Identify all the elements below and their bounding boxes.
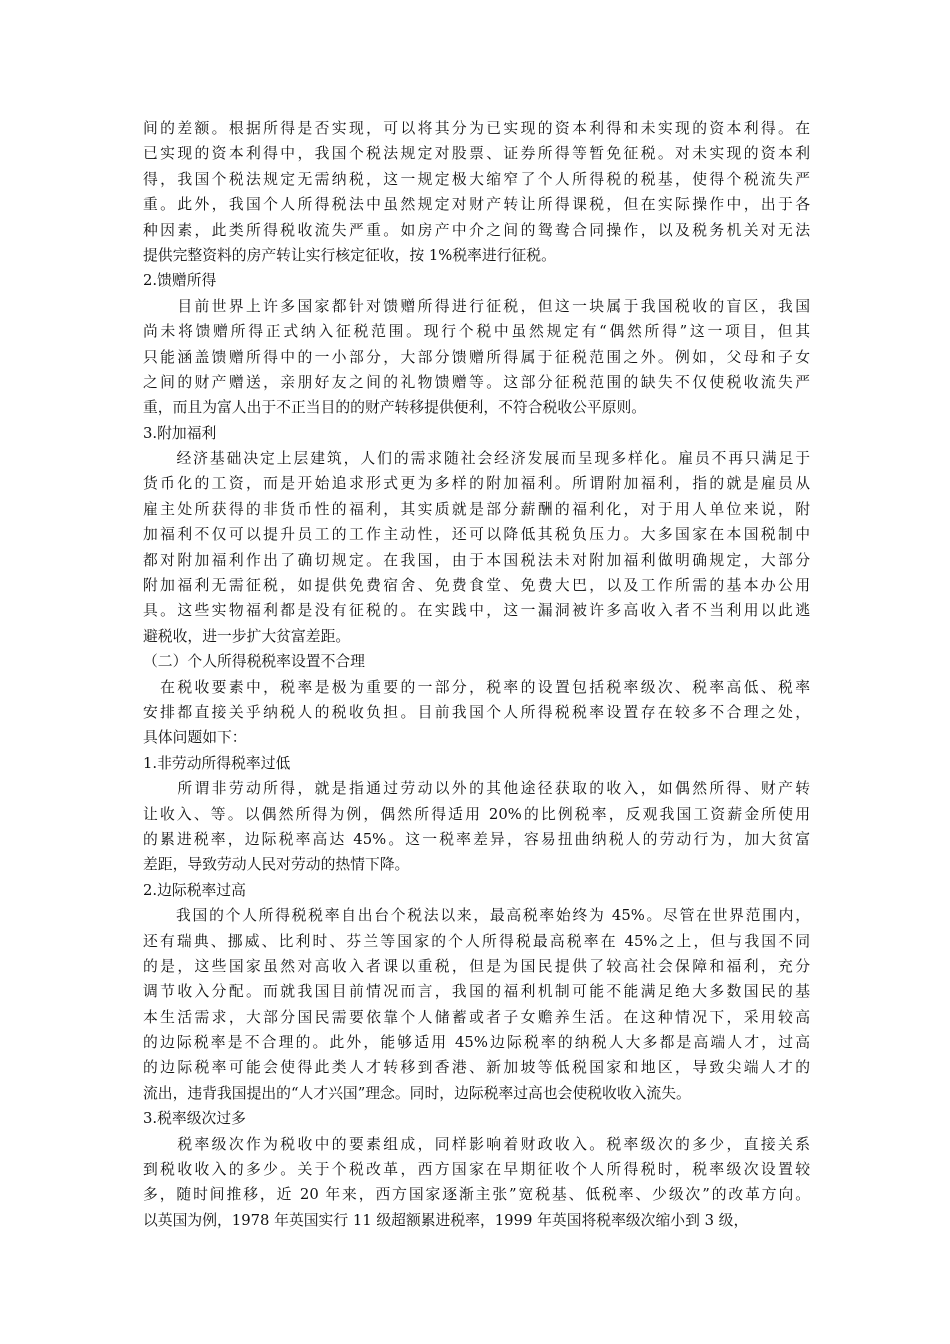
text-line: 安排都直接关乎纳税人的税收负担。目前我国个人所得税税率设置存在较多不合理之处，	[143, 703, 810, 721]
text-line: 差距，导致劳动人民对劳动的热情下降。	[143, 856, 410, 874]
text-line: 得，我国个税法规定无需纳税，这一规定极大缩窄了个人所得税的税基，使得个税流失严	[143, 170, 810, 188]
section-heading: 1.非劳动所得税率过低	[143, 754, 291, 772]
text-line: 货币化的工资，而是开始追求形式更为多样的附加福利。所谓附加福利，指的就是雇员从	[143, 475, 810, 493]
text-line: 税率级次作为税收中的要素组成，同样影响着财政收入。税率级次的多少，直接关系	[143, 1135, 810, 1153]
text-line: 到税收收入的多少。关于个税改革，西方国家在早期征收个人所得税时，税率级次设置较	[143, 1161, 810, 1179]
section-heading: 2.馈赠所得	[143, 272, 217, 290]
text-line: 种因素，此类所得税收流失严重。如房产中介之间的鸳鸯合同操作，以及税务机关对无法	[143, 221, 810, 239]
text-line: 都对附加福利作出了确切规定。在我国，由于本国税法未对附加福利做明确规定，大部分	[143, 551, 810, 569]
section-heading: 2.边际税率过高	[143, 881, 246, 899]
text-line: 加福利不仅可以提升员工的工作主动性，还可以降低其税负压力。大多国家在本国税制中	[143, 526, 810, 544]
text-line: 的边际税率是不合理的。此外，能够适用 45%边际税率的纳税人大多都是高端人才，过高	[143, 1034, 810, 1052]
text-line: 流出，违背我国提出的“人才兴国”理念。同时，边际税率过高也会使税收收入流失。	[143, 1084, 691, 1102]
text-line: 重，而且为富人出于不正当目的的财产转移提供便利，不符合税收公平原则。	[143, 399, 647, 417]
text-line: 我国的个人所得税税率自出台个税法以来，最高税率始终为 45%。尽管在世界范围内，	[143, 907, 810, 925]
text-line: 让收入、等。以偶然所得为例，偶然所得适用 20%的比例税率，反观我国工资薪金所使用	[143, 805, 810, 823]
text-line: 的累进税率，边际税率高达 45%。这一税率差异，容易扭曲纳税人的劳动行为，加大贫富	[143, 830, 810, 848]
text-line: 还有瑞典、挪威、比利时、芬兰等国家的个人所得税最高税率在 45%之上，但与我国不同	[143, 932, 810, 950]
text-line: 雇主处所获得的非货币性的福利，其实质就是部分薪酬的福利化，对于用人单位来说，附	[143, 500, 810, 518]
text-line: 间的差额。根据所得是否实现，可以将其分为已实现的资本利得和未实现的资本利得。在	[143, 120, 810, 137]
section-heading: 3.附加福利	[143, 424, 217, 442]
text-line: 多，随时间推移，近 20 年来，西方国家逐渐主张”宽税基、低税率、少级次”的改革方向。	[143, 1186, 810, 1204]
text-line: 以英国为例，1978 年英国实行 11 级超额累进税率，1999 年英国将税率级次缩小到 3 级，	[143, 1211, 749, 1229]
text-line: 具体问题如下：	[143, 729, 247, 747]
text-line: 本生活需求，大部分国民需要依靠个人储蓄或者子女赡养生活。在这种情况下，采用较高	[143, 1008, 810, 1026]
text-line: 已实现的资本利得中，我国个税法规定对股票、证券所得等暂免征税。对未实现的资本利	[143, 145, 810, 163]
text-line: 所谓非劳动所得，就是指通过劳动以外的其他途径获取的收入，如偶然所得、财产转	[143, 780, 810, 798]
text-line: 的边际税率可能会使得此类人才转移到香港、新加坡等低税国家和地区，导致尖端人才的	[143, 1059, 810, 1077]
text-line: 尚未将馈赠所得正式纳入征税范围。现行个税中虽然规定有“偶然所得”这一项目，但其	[143, 323, 810, 341]
text-line: 之间的财产赠送，亲朋好友之间的礼物馈赠等。这部分征税范围的缺失不仅使税收流失严	[143, 373, 810, 391]
text-line: 具。这些实物福利都是没有征税的。在实践中，这一漏洞被许多高收入者不当利用以此逃	[143, 602, 810, 620]
text-line: 在税收要素中，税率是极为重要的一部分，税率的设置包括税率级次、税率高低、税率	[143, 678, 810, 696]
text-line: 附加福利无需征税，如提供免费宿舍、免费食堂、免费大巴，以及工作所需的基本办公用	[143, 577, 810, 595]
text-line: 调节收入分配。而就我国目前情况而言，我国的福利机制可能不能满足绝大多数国民的基	[143, 983, 810, 1001]
text-line: 避税收，进一步扩大贫富差距。	[143, 627, 351, 645]
section-heading: 3.税率级次过多	[143, 1110, 246, 1128]
document-body	[143, 116, 810, 1233]
text-line: 重。此外，我国个人所得税法中虽然规定对财产转让所得课税，但在实际操作中，出于各	[143, 196, 810, 214]
text-line: 只能涵盖馈赠所得中的一小部分，大部分馈赠所得属于征税范围之外。例如，父母和子女	[143, 348, 810, 366]
text-line: 目前世界上许多国家都针对馈赠所得进行征税，但这一块属于我国税收的盲区，我国	[143, 297, 810, 315]
section-heading: （二）个人所得税税率设置不合理	[143, 653, 365, 671]
text-line: 的是，这些国家虽然对高收入者课以重税，但是为国民提供了较高社会保障和福利，充分	[143, 957, 810, 975]
text-line: 经济基础决定上层建筑，人们的需求随社会经济发展而呈现多样化。雇员不再只满足于	[143, 450, 810, 468]
text-line: 提供完整资料的房产转让实行核定征收，按 1%税率进行征税。	[143, 246, 556, 264]
